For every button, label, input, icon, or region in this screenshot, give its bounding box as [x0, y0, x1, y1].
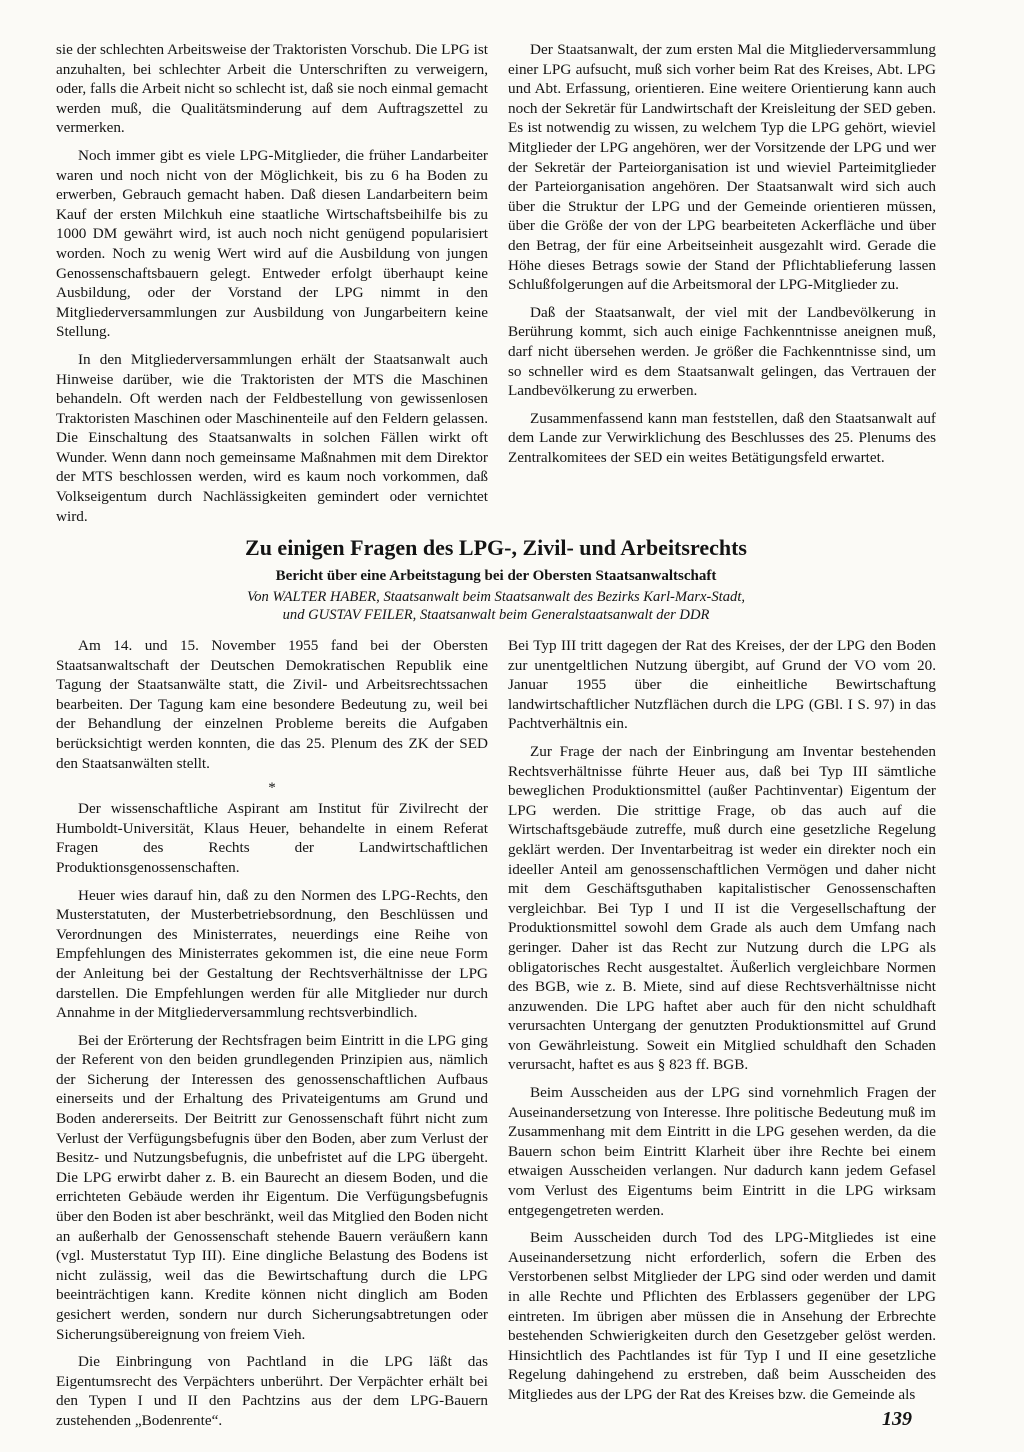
intro-paragraph: Am 14. und 15. November 1955 fand bei der Obersten Staatsanwaltschaft der Deutschen Demokratischen Republik eine Tagung der Staatsanwälte statt, die Zivil- und Arbeitsrechtssachen bearbeiten. Der Tagung kam eine besondere Bedeutung zu, weil bei der Behandlung der einzelnen Probleme bereits die Aufgaben berücksichtigt werden konnten, die das 25. Plenum des ZK der SED den Staatsanwälten stellt. [56, 637, 488, 772]
top-left-column [56, 40, 488, 534]
paragraph: Bei der Erörterung der Rechtsfragen beim Eintritt in die LPG ging der Referent von den beiden grundlegenden Prinzipien aus, nämlich der Sicherung der Interessen des genossenschaftlichen Aufbaus einerseits und der Erhaltung des Privateigentums am Grund und Boden andererseits. Der Beitritt zur Genossenschaft führt nicht zum Verlust der Verfügungsbefugnis über den Boden, aber zum Verlust der Besitz- und Nutzungsbefugnis, die unbefristet auf die LPG übergeht. Die LPG erwirbt daher z. B. ein Baurecht an diesem Boden, und die errichteten Gebäude werden ihr Eigentum. Die Verfügungsbefugnis über den Boden ist aber beschränkt, weil das Mitglied den Boden nicht an außerhalb der Genossenschaft stehende Bauern veräußern kann (vgl. Musterstatut Typ III). Eine dingliche Belastung des Bodens ist nicht zulässig, weil das die Bewirtschaftung durch die LPG beeinträchtigen kann. Kredite können nicht dinglich am Boden gesichert werden, sondern nur durch Sicherungsabtretungen oder Sicherungsübereignung von freiem Vieh. [56, 1031, 488, 1343]
article-subtitle: Bericht über eine Arbeitstagung bei der Obersten Staatsanwaltschaft [275, 568, 717, 584]
paragraph: In den Mitgliederversammlungen erhält der Staatsanwalt auch Hinweise darüber, wie die Traktoristen der MTS die Maschinen behandeln. Oft werden nach der Feldbestellung von gewissenlosen Traktoristen Maschinen oder Maschinenteile auf den Feldern gelassen. Die Einschaltung des Staatsanwalts in solchen Fällen wirkt oft Wunder. Wenn dann noch gemeinsame Maßnahmen mit dem Direktor der MTS beschlossen werden, wird es kaum noch vorkommen, daß Volkseigentum durch Nachlässigkeiten gemindert oder vernichtet wird. [56, 350, 488, 525]
paragraph: Beim Ausscheiden durch Tod des LPG-Mitgliedes ist eine Auseinandersetzung nicht erforderlich, sofern die Erben des Verstorbenen selbst Mitglieder der LPG sind oder werden und damit in alle Rechte und Pflichten des Erblassers gegenüber der LPG eintreten. Im übrigen aber müssen die in Ansehung der Erbrechte bestehenden Schwierigkeiten durch den Gesetzgeber gelöst werden. Hinsichtlich des Pachtlandes ist für Typ I und II eine gesetzliche Regelung dahingehend zu erstreben, daß beim Ausscheiden des Mitgliedes aus der LPG der Rat des Kreises bzw. die Gemeinde als [508, 1229, 936, 1403]
paragraph: sie der schlechten Arbeitsweise der Traktoristen Vorschub. Die LPG ist anzuhalten, bei schlechter Arbeit die Unterschriften zu verweigern, oder, falls die Arbeit nicht so schlecht ist, daß sie noch einmal gemacht werden muß, die Qualitätsminderung auf dem Auftragszettel zu vermerken. [56, 41, 488, 137]
paragraph: Zusammenfassend kann man feststellen, daß den Staatsanwalt auf dem Lande zur Verwirklichung des Beschlusses des 25. Plenums des Zentralkomitees der SED ein weites Betätigungsfeld erwartet. [508, 409, 936, 466]
paragraph: Der Staatsanwalt, der zum ersten Mal die Mitgliederversammlung einer LPG aufsucht, muß sich vorher beim Rat des Kreises, Abt. LPG und Abt. Erfassung, orientieren. Eine weitere Orientierung kann auch noch der Sekretär für Landwirtschaft der Kreisleitung der SED geben. Es ist notwendig zu wissen, zu welchem Typ die LPG gehört, wieviel Mitglieder der LPG angehören, wer der Vorsitzende der LPG und wer der Sekretär der Parteiorganisation ist und wieviel Parteimitglieder der Parteiorganisation angehören. Der Staatsanwalt wird sich auch über die Struktur der LPG und der Gemeinde orientieren müssen, über die Größe der von der LPG bearbeiteten Ackerfläche und über den Betrag, der für eine Arbeitseinheit ausgezahlt wird. Gerade die Höhe dieses Betrags sowie der Stand der Pflichtablieferung lassen Schlußfolgerungen auf die Arbeitsmoral der LPG-Mitglieder zu. [508, 41, 936, 294]
page-number: 139 [882, 1408, 912, 1430]
paragraph: Zur Frage der nach der Einbringung am Inventar bestehenden Rechtsverhältnisse führte Heuer aus, daß bei Typ III sämtliche beweglichen Produktionsmittel (außer Pachtinventar) Eigentum der LPG werden. Die strittige Frage, ob das auch auf die Wirtschaftsgebäude zutreffe, muß durch eine gesetzliche Regelung geklärt werden. Der Inventarbeitrag ist weder ein direkter noch ein ideeller Anteil am genossenschaftlichen Vermögen und daher nicht mit dem Geschäftsguthaben kapitalistischer Genossenschaften vergleichbar. Bei Typ I und II ist die Vergesellschaftung der Produktionsmittel sowohl dem Grade als auch dem Umfang nach geringer. Daher ist das Recht zur Nutzung durch die LPG als obligatorisches Recht ausgestaltet. Äußerlich vergleichbare Normen des BGB, wie z. B. Miete, sind auf diese Rechtsverhältnisse nicht anzuwenden. Die LPG haftet aber auch für den nicht schuldhaft verursachten Untergang der genutzten Produktionsmittel auf Grund von Gewährleistung. Soweit ein Mitglied schuldhaft den Schaden verursacht, haftet es aus § 823 ff. BGB. [508, 742, 936, 1074]
section-separator: * [268, 780, 276, 797]
article-header [56, 534, 936, 624]
paragraph: Daß der Staatsanwalt, der viel mit der Landbevölkerung in Berührung kommt, sich auch einige Fachkenntnisse aneignen muß, darf nicht übersehen werden. Je größer die Fachkenntnisse sind, um so schneller wird es dem Staatsanwalt gelingen, das Vertrauen der Landbevölkerung zu erwerben. [508, 303, 936, 400]
bottom-right-column [508, 636, 936, 1413]
article-title: Zu einigen Fragen des LPG-, Zivil- und Arbeitsrechts [245, 535, 747, 560]
paragraph: Bei Typ III tritt dagegen der Rat des Kreises, der der LPG den Boden zur unentgeltlichen Nutzung übergibt, auf Grund der VO vom 20. Januar 1955 über die einheitliche Bewirtschaftung landwirtschaftlicher Nutzflächen durch die LPG (GBl. I S. 97) in das Pachtverhältnis ein. [508, 637, 936, 733]
paragraph: Noch immer gibt es viele LPG-Mitglieder, die früher Landarbeiter waren und noch nicht von der Möglichkeit, bis zu 6 ha Boden zu erwerben, Gebrauch gemacht haben. Daß diesen Landarbeitern beim Kauf der ersten Milchkuh eine staatliche Wirtschaftsbeihilfe bis zu 1000 DM gewährt wird, ist auch noch nicht genügend popularisiert worden. Noch zu wenig Wert wird auf die Ausbildung von jungen Genossenschaftsbauern gelegt. Entweder erfolgt überhaupt keine Ausbildung, oder der Vorstand der LPG nimmt in den Mitgliederversammlungen zur Ausbildung von Jungarbeitern keine Stellung. [56, 146, 488, 341]
article-byline-2: und GUSTAV FEILER, Staatsanwalt beim Generalstaatsanwalt der DDR [282, 607, 710, 623]
paragraph: Heuer wies darauf hin, daß zu den Normen des LPG-Rechts, den Musterstatuten, der Musterbetriebsordnung, den Beschlüssen und Verordnungen des Ministerrates, neuerdings eine Reihe von Empfehlungen des Ministerrates gekommen ist, die eine neue Form der Anleitung bei der Gestaltung der Rechtsverhältnisse der LPG darstellen. Die Empfehlungen werden für alle Mitglieder nur durch Annahme in der Mitgliederversammlung rechtsverbindlich. [56, 886, 488, 1022]
article-byline-1: Von WALTER HABER, Staatsanwalt beim Staatsanwalt des Bezirks Karl-Marx-Stadt, [246, 589, 746, 605]
paragraph: Beim Ausscheiden aus der LPG sind vornehmlich Fragen der Auseinandersetzung von Interesse. Ihre politische Bedeutung muß im Zusammenhang mit dem Eintritt in die LPG gesehen werden, da die Bauern schon beim Eintritt Klarheit über ihre Rechte bei einem etwaigen Ausscheiden verlangen. Nur dadurch kann jedem Gefasel vom Verlust des Eigentums beim Eintritt in die LPG wirksam entgegengetreten werden. [508, 1084, 936, 1219]
paragraph: Die Einbringung von Pachtland in die LPG läßt das Eigentumsrecht des Verpächters unberührt. Der Verpächter erhält bei den Typen I und II den Pachtzins aus der dem LPG-Bauern zustehenden „Bodenrente“. [56, 1353, 488, 1429]
top-right-column [508, 40, 936, 475]
paragraph: Der wissenschaftliche Aspirant am Institut für Zivilrecht der Humboldt-Universität, Klaus Heuer, behandelte in einem Referat Fragen des Rechts der Landwirtschaftlichen Produktionsgenossenschaften. [56, 800, 488, 876]
bottom-left-column [56, 636, 488, 1439]
